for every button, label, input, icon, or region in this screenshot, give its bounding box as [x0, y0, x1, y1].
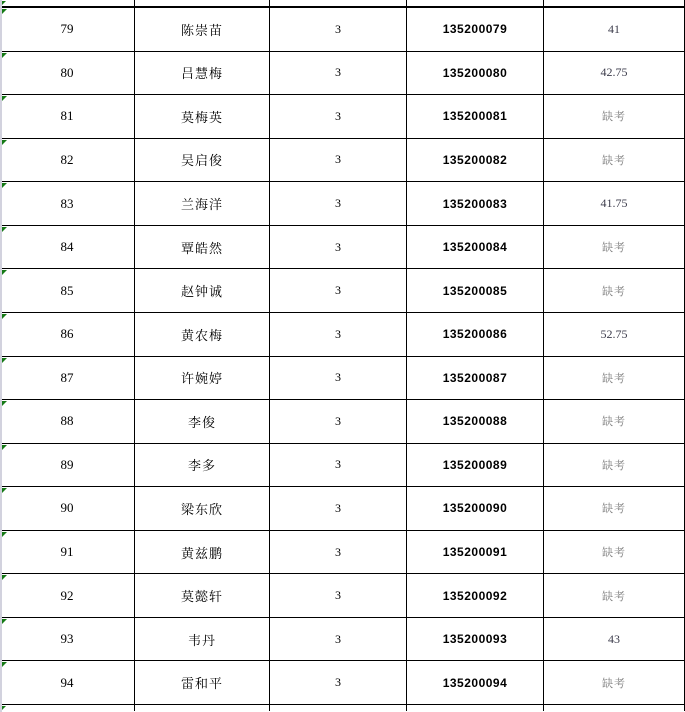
- score-text: 缺考: [602, 372, 626, 385]
- name-text: 黄兹鹏: [180, 545, 223, 561]
- cell-exam-id[interactable]: [407, 444, 544, 487]
- cell-session[interactable]: [270, 444, 407, 487]
- session-text: 3: [335, 413, 341, 428]
- row-number-text: 86: [60, 326, 74, 342]
- cell-name[interactable]: [135, 618, 270, 661]
- session-text: 3: [335, 500, 341, 515]
- name-text: 莫梅英: [180, 109, 223, 125]
- score-text: 42.75: [600, 65, 628, 80]
- cell-exam-id[interactable]: [407, 8, 544, 51]
- name-text: 李俊: [187, 414, 216, 430]
- exam-id-text: 135200080: [442, 65, 508, 80]
- cell-session[interactable]: [270, 400, 407, 443]
- name-text: 黄农梅: [180, 327, 223, 343]
- cell-row-number[interactable]: [0, 444, 135, 487]
- session-text: 3: [335, 239, 341, 254]
- session-text: 3: [335, 370, 341, 385]
- exam-id-text: 135200088: [442, 414, 508, 429]
- score-text: 缺考: [602, 677, 626, 690]
- cell-score[interactable]: [544, 574, 685, 617]
- exam-id-text: 135200092: [442, 588, 508, 603]
- exam-id-text: 135200087: [442, 370, 508, 385]
- partial-row-top: [0, 0, 685, 8]
- name-text: 韦丹: [187, 632, 216, 648]
- cell-exam-id[interactable]: [407, 226, 544, 269]
- name-text: 梁东欣: [180, 501, 223, 517]
- exam-id-text: 135200086: [442, 327, 508, 342]
- cell-exam-id[interactable]: [407, 574, 544, 617]
- cell-exam-id[interactable]: [407, 52, 544, 95]
- score-text: 缺考: [602, 154, 626, 167]
- session-text: 3: [335, 196, 341, 211]
- table-row: [0, 226, 685, 270]
- session-text: 3: [335, 65, 341, 80]
- score-text: 缺考: [602, 459, 626, 472]
- cell-name[interactable]: [135, 574, 270, 617]
- row-number-text: 79: [60, 21, 74, 37]
- cell-name[interactable]: [135, 400, 270, 443]
- name-text: 吴启俊: [180, 153, 223, 169]
- cell-session[interactable]: [270, 269, 407, 312]
- partial-cell: [407, 0, 544, 6]
- partial-cell: [0, 705, 135, 711]
- table-row: [0, 139, 685, 183]
- cell-session[interactable]: [270, 226, 407, 269]
- cell-exam-id[interactable]: [407, 618, 544, 661]
- cell-row-number[interactable]: [0, 531, 135, 574]
- session-text: 3: [335, 152, 341, 167]
- cell-exam-id[interactable]: [407, 139, 544, 182]
- cell-score[interactable]: [544, 226, 685, 269]
- score-text: 41.75: [600, 196, 628, 211]
- partial-cell: [135, 705, 270, 711]
- score-text: 缺考: [602, 503, 626, 516]
- session-text: 3: [335, 21, 341, 36]
- name-text: 覃皓然: [180, 240, 223, 256]
- cell-score[interactable]: [544, 444, 685, 487]
- cell-exam-id[interactable]: [407, 313, 544, 356]
- partial-cell: [135, 0, 270, 6]
- session-text: 3: [335, 457, 341, 472]
- name-text: 陈崇苗: [180, 22, 223, 38]
- table-row: [0, 531, 685, 575]
- cell-name[interactable]: [135, 269, 270, 312]
- row-number-text: 94: [60, 674, 74, 690]
- cell-name[interactable]: [135, 661, 270, 704]
- session-text: 3: [335, 675, 341, 690]
- cell-score[interactable]: [544, 313, 685, 356]
- cell-row-number[interactable]: [0, 269, 135, 312]
- cell-row-number[interactable]: [0, 618, 135, 661]
- cell-session[interactable]: [270, 661, 407, 704]
- cell-row-number[interactable]: [0, 95, 135, 138]
- cell-exam-id[interactable]: [407, 357, 544, 400]
- cell-session[interactable]: [270, 531, 407, 574]
- cell-session[interactable]: [270, 357, 407, 400]
- cell-row-number[interactable]: [0, 661, 135, 704]
- session-text: 3: [335, 631, 341, 646]
- partial-row-bottom: [0, 705, 685, 711]
- partial-cell: [270, 705, 407, 711]
- name-text: 许婉婷: [180, 371, 223, 387]
- cell-name[interactable]: [135, 531, 270, 574]
- row-number-text: 90: [60, 500, 74, 516]
- cell-row-number[interactable]: [0, 139, 135, 182]
- cell-exam-id[interactable]: [407, 661, 544, 704]
- session-text: 3: [335, 283, 341, 298]
- cell-name[interactable]: [135, 8, 270, 51]
- cell-row-number[interactable]: [0, 52, 135, 95]
- cell-score[interactable]: [544, 357, 685, 400]
- cell-exam-id[interactable]: [407, 487, 544, 530]
- table-row: [0, 313, 685, 357]
- exam-id-text: 135200093: [442, 632, 508, 647]
- table-row: [0, 574, 685, 618]
- row-number-text: 83: [60, 195, 74, 211]
- table-row: [0, 52, 685, 96]
- table-row: [0, 661, 685, 705]
- row-number-text: 80: [60, 64, 74, 80]
- cell-exam-id[interactable]: [407, 95, 544, 138]
- cell-session[interactable]: [270, 8, 407, 51]
- cell-name[interactable]: [135, 357, 270, 400]
- session-text: 3: [335, 588, 341, 603]
- cell-exam-id[interactable]: [407, 400, 544, 443]
- cell-name[interactable]: [135, 487, 270, 530]
- cell-row-number[interactable]: [0, 487, 135, 530]
- session-text: 3: [335, 326, 341, 341]
- cell-score[interactable]: [544, 95, 685, 138]
- cell-name[interactable]: [135, 226, 270, 269]
- cell-row-number[interactable]: [0, 8, 135, 51]
- cell-exam-id[interactable]: [407, 531, 544, 574]
- exam-id-text: 135200084: [442, 240, 508, 255]
- table-row: [0, 487, 685, 531]
- name-text: 吕慧梅: [180, 66, 223, 82]
- score-text: 缺考: [602, 547, 626, 560]
- cell-score[interactable]: [544, 487, 685, 530]
- cell-score[interactable]: [544, 400, 685, 443]
- cell-name[interactable]: [135, 95, 270, 138]
- partial-cell: [544, 0, 685, 6]
- cell-score[interactable]: [544, 52, 685, 95]
- cell-session[interactable]: [270, 95, 407, 138]
- row-number-text: 88: [60, 413, 74, 429]
- row-number-text: 87: [60, 369, 74, 385]
- cell-score[interactable]: [544, 182, 685, 225]
- cell-session[interactable]: [270, 52, 407, 95]
- name-text: 雷和平: [180, 676, 223, 692]
- cell-session[interactable]: [270, 574, 407, 617]
- score-text: 43: [608, 631, 620, 646]
- cell-score[interactable]: [544, 618, 685, 661]
- cell-row-number[interactable]: [0, 574, 135, 617]
- table-row: [0, 95, 685, 139]
- table-row: [0, 618, 685, 662]
- cell-score[interactable]: [544, 661, 685, 704]
- left-edge-strip: [0, 0, 2, 712]
- cell-row-number[interactable]: [0, 357, 135, 400]
- table-row: [0, 357, 685, 401]
- table-row: [0, 444, 685, 488]
- score-text: 41: [608, 21, 620, 36]
- cell-row-number[interactable]: [0, 226, 135, 269]
- cell-name[interactable]: [135, 444, 270, 487]
- table-row: [0, 269, 685, 313]
- name-text: 李多: [187, 458, 216, 474]
- cell-name[interactable]: [135, 182, 270, 225]
- session-text: 3: [335, 544, 341, 559]
- exam-id-text: 135200082: [442, 152, 508, 167]
- cell-row-number[interactable]: [0, 182, 135, 225]
- name-text: 莫懿轩: [180, 589, 223, 605]
- score-text: 52.75: [600, 326, 628, 341]
- score-text: 缺考: [602, 111, 626, 124]
- table-row: [0, 8, 685, 52]
- score-text: 缺考: [602, 590, 626, 603]
- cell-score[interactable]: [544, 531, 685, 574]
- cell-exam-id[interactable]: [407, 182, 544, 225]
- name-text: 赵钟诚: [180, 284, 223, 300]
- cell-name[interactable]: [135, 313, 270, 356]
- exam-id-text: 135200094: [442, 675, 508, 690]
- cell-row-number[interactable]: [0, 400, 135, 443]
- cell-name[interactable]: [135, 52, 270, 95]
- partial-cell: [0, 0, 135, 6]
- session-text: 3: [335, 108, 341, 123]
- score-text: 缺考: [602, 285, 626, 298]
- score-text: 缺考: [602, 242, 626, 255]
- exam-id-text: 135200090: [442, 501, 508, 516]
- partial-cell: [407, 705, 544, 711]
- exam-id-text: 135200081: [442, 109, 508, 124]
- exam-id-text: 135200079: [442, 22, 508, 37]
- cell-session[interactable]: [270, 618, 407, 661]
- table-row: [0, 400, 685, 444]
- row-number-text: 89: [60, 456, 74, 472]
- row-number-text: 93: [60, 631, 74, 647]
- exam-id-text: 135200091: [442, 545, 508, 560]
- cell-score[interactable]: [544, 139, 685, 182]
- score-text: 缺考: [602, 416, 626, 429]
- exam-id-text: 135200085: [442, 283, 508, 298]
- cell-score[interactable]: [544, 8, 685, 51]
- cell-session[interactable]: [270, 313, 407, 356]
- cell-exam-id[interactable]: [407, 269, 544, 312]
- partial-cell: [270, 0, 407, 6]
- table-body: [0, 8, 685, 705]
- exam-id-text: 135200083: [442, 196, 508, 211]
- row-number-text: 82: [60, 151, 74, 167]
- row-number-text: 85: [60, 282, 74, 298]
- row-number-text: 92: [60, 587, 74, 603]
- exam-id-text: 135200089: [442, 457, 508, 472]
- row-number-text: 84: [60, 239, 74, 255]
- cell-session[interactable]: [270, 139, 407, 182]
- cell-name[interactable]: [135, 139, 270, 182]
- row-number-text: 91: [60, 544, 74, 560]
- cell-session[interactable]: [270, 487, 407, 530]
- name-text: 兰海洋: [180, 197, 223, 213]
- cell-score[interactable]: [544, 269, 685, 312]
- cell-row-number[interactable]: [0, 313, 135, 356]
- table-row: [0, 182, 685, 226]
- cell-session[interactable]: [270, 182, 407, 225]
- row-number-text: 81: [60, 108, 74, 124]
- partial-cell: [544, 705, 685, 711]
